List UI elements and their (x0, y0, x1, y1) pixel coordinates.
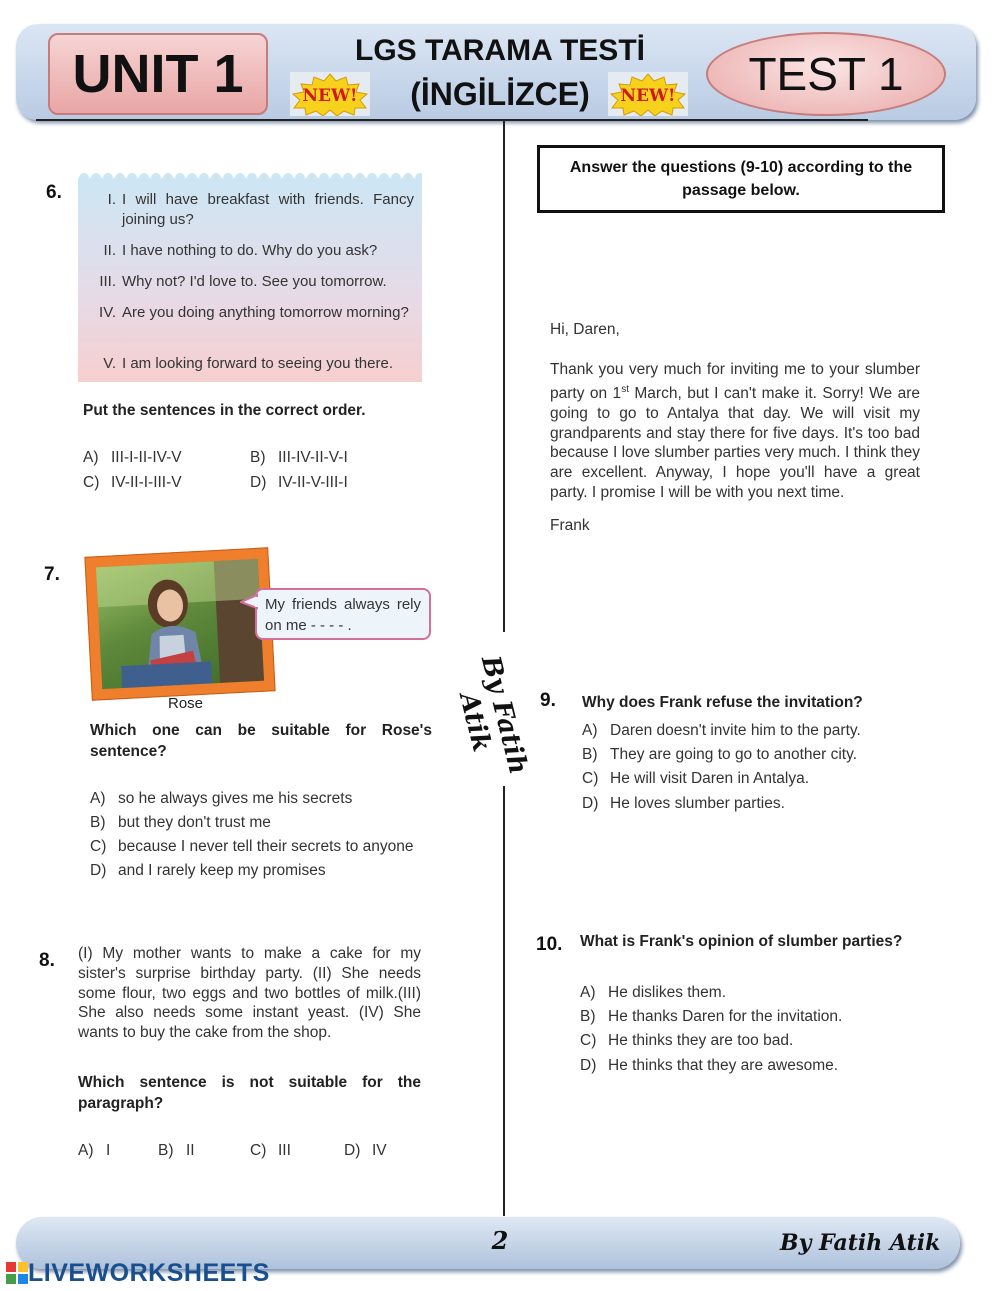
liveworksheets-icon (6, 1262, 28, 1284)
question-7-option-c[interactable]: C) because I never tell their secrets to anyone (90, 838, 414, 855)
question-6-dialogue-box (78, 178, 422, 382)
question-7-number: 7. (44, 564, 60, 585)
question-9-option-c[interactable]: C) He will visit Daren in Antalya. (582, 770, 809, 787)
letter-body: Thank you very much for inviting me to your slumber party on 1st March, but I can't make it. Sorry! We are going to go to Antalya that day. We will visit my grandparents and stay there for five days. It's too bad because I love slumber parties very much. I think they are excellent. Anyway, I hope you'll have a great party. I promise I will be with you next time. (550, 361, 920, 501)
question-7-option-d[interactable]: D) and I rarely keep my promises (90, 862, 326, 879)
liveworksheets-logo[interactable] (6, 1258, 270, 1288)
svg-text:NEW!: NEW! (302, 86, 358, 106)
question-8-option-a[interactable]: A) I (78, 1142, 111, 1159)
question-10-option-d[interactable]: D) He thinks that they are awesome. (580, 1057, 839, 1074)
dialogue-item: II. I have nothing to do. Why do you ask? (103, 242, 378, 259)
letter-greeting: Hi, Daren, (550, 321, 620, 338)
dialogue-item: V. I am looking forward to seeing you there. (103, 355, 393, 372)
question-8-option-d[interactable]: D) IV (344, 1142, 387, 1159)
question-6-number: 6. (46, 182, 62, 203)
speech-bubble: My friends always rely on me - - - - . (255, 588, 431, 640)
question-8-stem: Which sentence is not suitable for the paragraph? (78, 1074, 421, 1112)
question-10-option-b[interactable]: B) He thanks Daren for the invitation. (580, 1008, 843, 1025)
question-6-option-c[interactable]: C) IV-II-I-III-V (83, 474, 182, 491)
liveworksheets-wordmark: LIVEWORKSHEETS (28, 1258, 270, 1287)
question-9-option-a[interactable]: A) Daren doesn't invite him to the party. (582, 722, 861, 739)
question-7-option-b[interactable]: B) but they don't trust me (90, 814, 271, 831)
question-10-number: 10. (536, 934, 563, 955)
photo-caption: Rose (168, 695, 204, 712)
speech-bubble-tail (240, 594, 258, 610)
test-title: LGS TARAMA TESTİ (355, 34, 645, 67)
question-7-stem: Which one can be suitable for Rose's sentence? (90, 722, 432, 760)
dialogue-item: III. Why not? I'd love to. See you tomorrow. (99, 273, 387, 290)
question-7-option-a[interactable]: A) so he always gives me his secrets (90, 790, 353, 807)
new-badge-right (608, 72, 688, 116)
question-6-stem: Put the sentences in the correct order. (83, 402, 366, 419)
question-6-option-b[interactable]: B) III-IV-II-V-I (250, 449, 348, 466)
question-9-option-d[interactable]: D) He loves slumber parties. (582, 795, 785, 812)
question-6-option-a[interactable]: A) III-I-II-IV-V (83, 449, 182, 466)
question-8-paragraph: (I) My mother wants to make a cake for my sister's surprise birthday party. (II) She needs some flour, two eggs and two bottles of milk.(III) She also needs some instant yeast. (IV) She wants to buy the cake from the shop. (78, 945, 421, 1042)
dialogue-item: IV. Are you doing anything tomorrow morning? (99, 304, 409, 321)
rose-photo (84, 547, 275, 700)
svg-text:NEW!: NEW! (620, 86, 676, 106)
author-signature-vertical: By Fatih Atik (453, 652, 534, 778)
question-10-option-a[interactable]: A) He dislikes them. (580, 984, 727, 1001)
new-badge-left (290, 72, 370, 116)
column-divider-bottom (503, 786, 505, 1216)
letter-signoff: Frank (550, 517, 590, 534)
test-subtitle: (İNGİLİZCE) (410, 76, 590, 112)
column-divider-top (503, 120, 505, 632)
question-6-option-d[interactable]: D) IV-II-V-III-I (250, 474, 348, 491)
page-number: 2 (491, 1226, 509, 1255)
passage-instruction-box: Answer the questions (9-10) according to the passage below. (537, 145, 945, 213)
question-10-option-c[interactable]: C) He thinks they are too bad. (580, 1032, 794, 1049)
unit-label: UNIT 1 (48, 33, 268, 115)
question-9-option-b[interactable]: B) They are going to go to another city. (582, 746, 858, 763)
question-8-number: 8. (39, 950, 55, 971)
header-divider (36, 119, 868, 121)
test-number-label: TEST 1 (706, 32, 946, 116)
question-9-number: 9. (540, 690, 556, 711)
question-8-option-c[interactable]: C) III (250, 1142, 291, 1159)
question-9-stem: Why does Frank refuse the invitation? (582, 694, 863, 711)
footer-signature: By Fatih Atik (780, 1230, 941, 1256)
dialogue-item: I. I will have breakfast with friends. Fancy joining us? (107, 191, 414, 228)
question-10-stem: What is Frank's opinion of slumber parties? (580, 933, 903, 950)
question-8-option-b[interactable]: B) II (158, 1142, 195, 1159)
